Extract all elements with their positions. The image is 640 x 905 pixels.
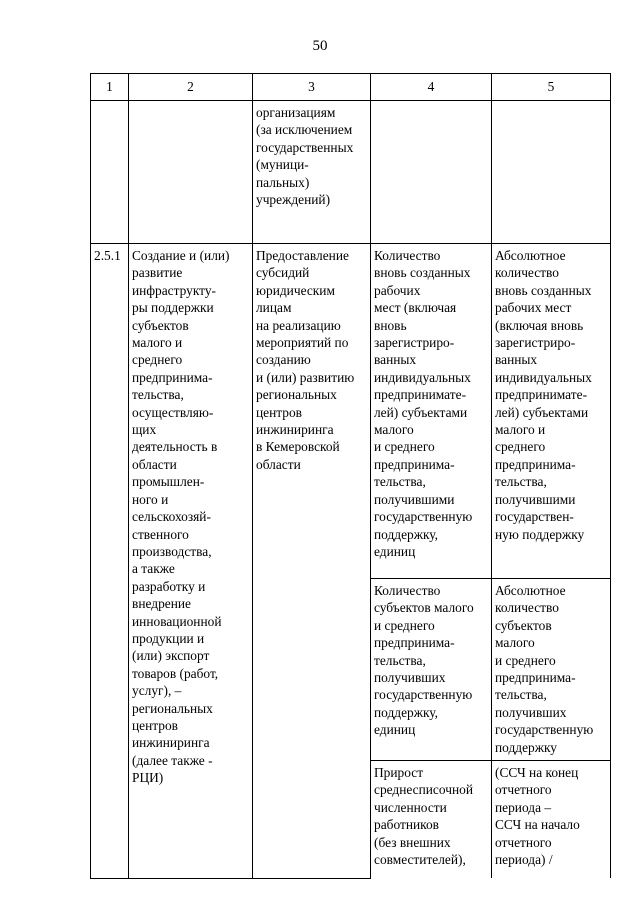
continuation-cell-1 — [91, 101, 129, 244]
continuation-cell-4 — [371, 101, 492, 244]
item-number: 2.5.1 — [91, 244, 129, 879]
indicator-name-3: Прирост среднесписочной численности работников (без внешних совместителей), — [371, 761, 492, 879]
program-table — [90, 73, 611, 879]
page-number: 50 — [312, 38, 328, 54]
column-header-5: 5 — [492, 74, 611, 101]
continuation-cell-3: организациям (за исключением государственных (муници- пальных) учреждений) — [253, 101, 371, 244]
indicator-method-2: Абсолютное количество субъектов малого и среднего предпринима- тельства, получивших государственную поддержку — [492, 579, 611, 761]
column-header-4: 4 — [371, 74, 492, 101]
item-name: Создание и (или) развитие инфраструкту- ры поддержки субъектов малого и среднего предпринима- тельства, осуществляю- щих деятельность в области промышлен- ного и сельскохозяй- ственного производства, а также разработку и внедрение инновационной продукции и (или) экспорт товаров (работ, услуг), – региональных центров инжиниринга (далее также - РЦИ) — [129, 244, 253, 879]
column-header-2: 2 — [129, 74, 253, 101]
continuation-row — [91, 101, 611, 244]
item-description: Предоставление субсидий юридическим лицам на реализацию мероприятий по созданию и (или) развитию региональных центров инжиниринга в Кемеровской области — [253, 244, 371, 879]
continuation-cell-5 — [492, 101, 611, 244]
indicator-method-1: Абсолютное количество вновь созданных рабочих мест (включая вновь зарегистриро- ванных индивидуальных предпринимате- лей) субъектами малого и среднего предпринима- тельства, получившими государствен- ную поддержку — [492, 244, 611, 579]
indicator-name-1: Количество вновь созданных рабочих мест (включая вновь зарегистриро- ванных индивидуальных предпринимате- лей) субъектами малого и среднего предпринима- тельства, получившими государственную поддержку, единиц — [371, 244, 492, 579]
indicator-method-3: (ССЧ на конец отчетного периода – ССЧ на начало отчетного периода) / — [492, 761, 611, 879]
table-header-row — [91, 74, 611, 101]
indicator-name-2: Количество субъектов малого и среднего предпринима- тельства, получивших государственную поддержку, единиц — [371, 579, 492, 761]
column-header-3: 3 — [253, 74, 371, 101]
column-header-1: 1 — [91, 74, 129, 101]
continuation-cell-2 — [129, 101, 253, 244]
table-row — [91, 244, 611, 579]
